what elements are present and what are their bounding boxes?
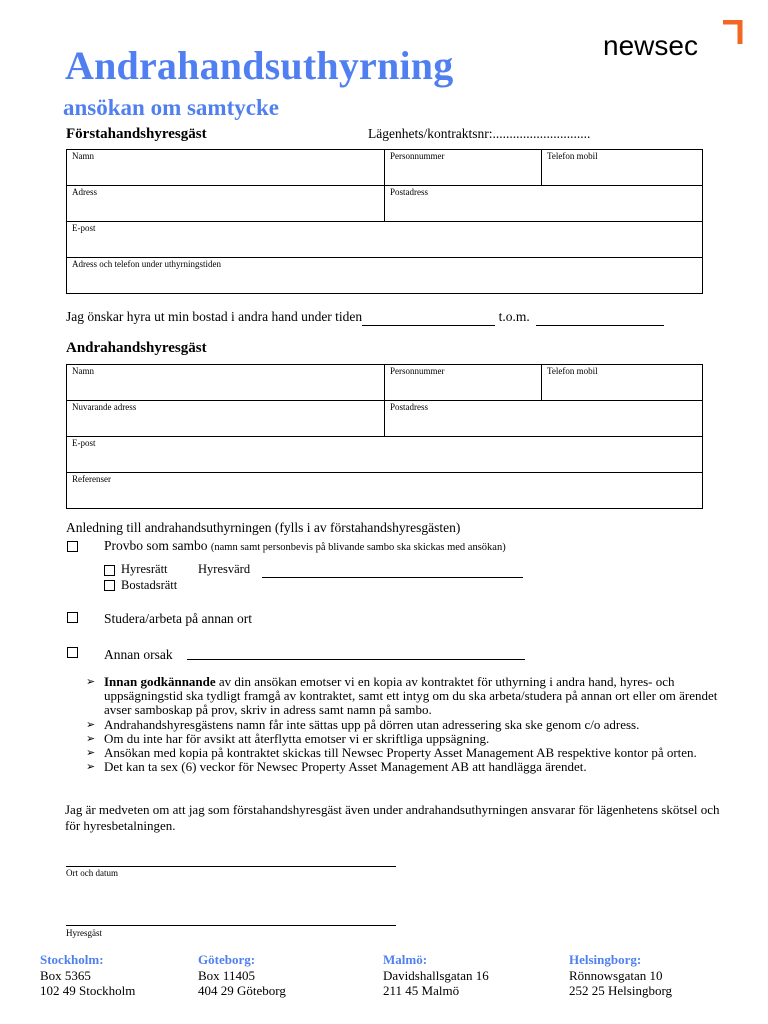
references-field[interactable] [67,473,703,509]
hyresratt-label: Hyresrätt [121,562,168,576]
address-label: Adress [72,187,97,197]
office-line2: 252 25 Helsingborg [569,983,673,998]
info-bullets [86,675,726,774]
page-title: Andrahandsuthyrning [65,43,454,88]
list-item [86,746,726,760]
phone-field[interactable] [542,150,703,186]
sambo-note: (namn samt personbevis på blivande sambo ska skickas med ansökan) [210,542,506,553]
logo-accent-icon [721,20,743,46]
office-city: Göteborg: [198,952,256,967]
sambo-option [104,538,506,554]
first-tenant-table [66,149,703,294]
arrow-bullet-icon: ➢ [86,761,96,774]
bullet-text: av din ansökan emotser vi en kopia av kontraktet för uthyrning i andra hand, hyres- och uppsägningstid ska tydligt framgå av kontraktet, samt ett intyg om du ska arbeta/studera på annan ort eller om ärendet avser samboskap på prov, skriv in adress samt namn på sambo. [104,674,718,718]
current-address-field[interactable] [67,401,385,437]
address-during-field[interactable] [67,258,703,294]
personal-number-label: Personnummer [390,151,445,161]
study-label: Studera/arbeta på annan ort [104,611,253,626]
address-during-label: Adress och telefon under uthyrningstiden [72,259,221,269]
phone-field[interactable] [542,365,703,401]
office-city: Stockholm: [40,952,104,967]
name-field[interactable] [67,365,385,401]
office-goteborg [198,952,286,998]
period-row [66,309,664,326]
place-date-field[interactable] [66,866,396,867]
list-item [86,760,726,774]
hyresratt-checkbox[interactable] [104,565,115,576]
current-address-label: Nuvarande adress [72,402,137,412]
bullet-text: Andrahandshyresgästens namn får inte sättas upp på dörren utan adressering ska ske genom c/o adress. [104,716,640,732]
postal-address-label: Postadress [390,187,428,197]
office-helsingborg [569,952,672,998]
office-line2: 102 49 Stockholm [40,983,136,998]
office-line1: Davidshallsgatan 16 [383,968,489,983]
bullet-text: Om du inte har för avsikt att återflytta emotser vi er skriftliga uppsägning. [104,730,490,746]
place-date-label: Ort och datum [66,868,118,878]
tenant-signature-label: Hyresgäst [66,928,102,938]
email-label: E-post [72,223,96,233]
first-tenant-heading: Förstahandshyresgäst [66,126,207,142]
second-tenant-table [66,364,703,509]
other-reason-field[interactable] [187,659,525,660]
office-city: Helsingborg: [569,952,642,967]
logo-text: newsec [603,30,698,61]
bullet-text: Ansökan med kopia på kontraktet skickas till Newsec Property Asset Management AB respektive kontor på orten. [104,745,697,761]
personal-number-field[interactable] [385,365,542,401]
email-field[interactable] [67,222,703,258]
office-line1: Box 11405 [198,968,255,983]
study-checkbox[interactable] [67,612,78,623]
postal-address-field[interactable] [385,401,703,437]
personal-number-field[interactable] [385,150,542,186]
office-malmo [383,952,489,998]
arrow-bullet-icon: ➢ [86,747,96,760]
reason-heading: Anledning till andrahandsuthyrningen (fylls i av förstahandshyresgästen) [66,520,461,535]
bullet-bold-text: Innan godkännande [104,674,216,689]
office-city: Malmö: [383,952,428,967]
office-line2: 404 29 Göteborg [198,983,286,998]
declaration-text: Jag är medveten om att jag som förstahandshyresgäst även under andrahandsuthyrningen ansvarar för lägenhetens skötsel och för hyresbetalningen. [65,802,720,833]
email-label: E-post [72,438,96,448]
period-tom-label: t.o.m. [498,309,530,324]
office-line1: Rönnowsgatan 10 [569,968,663,983]
personal-number-label: Personnummer [390,366,445,376]
sambo-checkbox[interactable] [67,541,78,552]
list-item [86,675,726,718]
name-label: Namn [72,366,94,376]
list-item [86,718,726,732]
arrow-bullet-icon: ➢ [86,718,96,731]
phone-label: Telefon mobil [547,366,598,376]
arrow-bullet-icon: ➢ [86,732,96,745]
landlord-field[interactable] [262,577,523,578]
second-tenant-heading: Andrahandshyresgäst [66,340,207,356]
bostadsratt-label: Bostadsrätt [121,578,178,592]
landlord-label: Hyresvärd [198,562,251,576]
list-item [86,732,726,746]
address-field[interactable] [67,186,385,222]
other-reason-label: Annan orsak [104,647,173,662]
phone-label: Telefon mobil [547,151,598,161]
postal-address-field[interactable] [385,186,703,222]
contract-number-label: Lägenhets/kontraktsnr:............................. [368,126,591,141]
tenant-signature-field[interactable] [66,925,396,926]
other-reason-checkbox[interactable] [67,647,78,658]
page-subtitle: ansökan om samtycke [63,95,279,120]
name-label: Namn [72,151,94,161]
email-field[interactable] [67,437,703,473]
office-line1: Box 5365 [40,968,91,983]
office-stockholm [40,952,135,998]
newsec-logo [603,20,743,62]
references-label: Referenser [72,474,111,484]
postal-address-label: Postadress [390,402,428,412]
bostadsratt-checkbox[interactable] [104,580,115,591]
name-field[interactable] [67,150,385,186]
bullet-text: Det kan ta sex (6) veckor för Newsec Property Asset Management AB att handlägga ärendet. [104,759,587,775]
arrow-bullet-icon: ➢ [86,676,96,688]
sambo-label: Provbo som sambo [104,538,208,553]
period-from-field[interactable] [362,309,495,326]
period-to-field[interactable] [536,309,664,326]
office-line2: 211 45 Malmö [383,983,460,998]
period-text: Jag önskar hyra ut min bostad i andra hand under tiden [66,309,363,324]
